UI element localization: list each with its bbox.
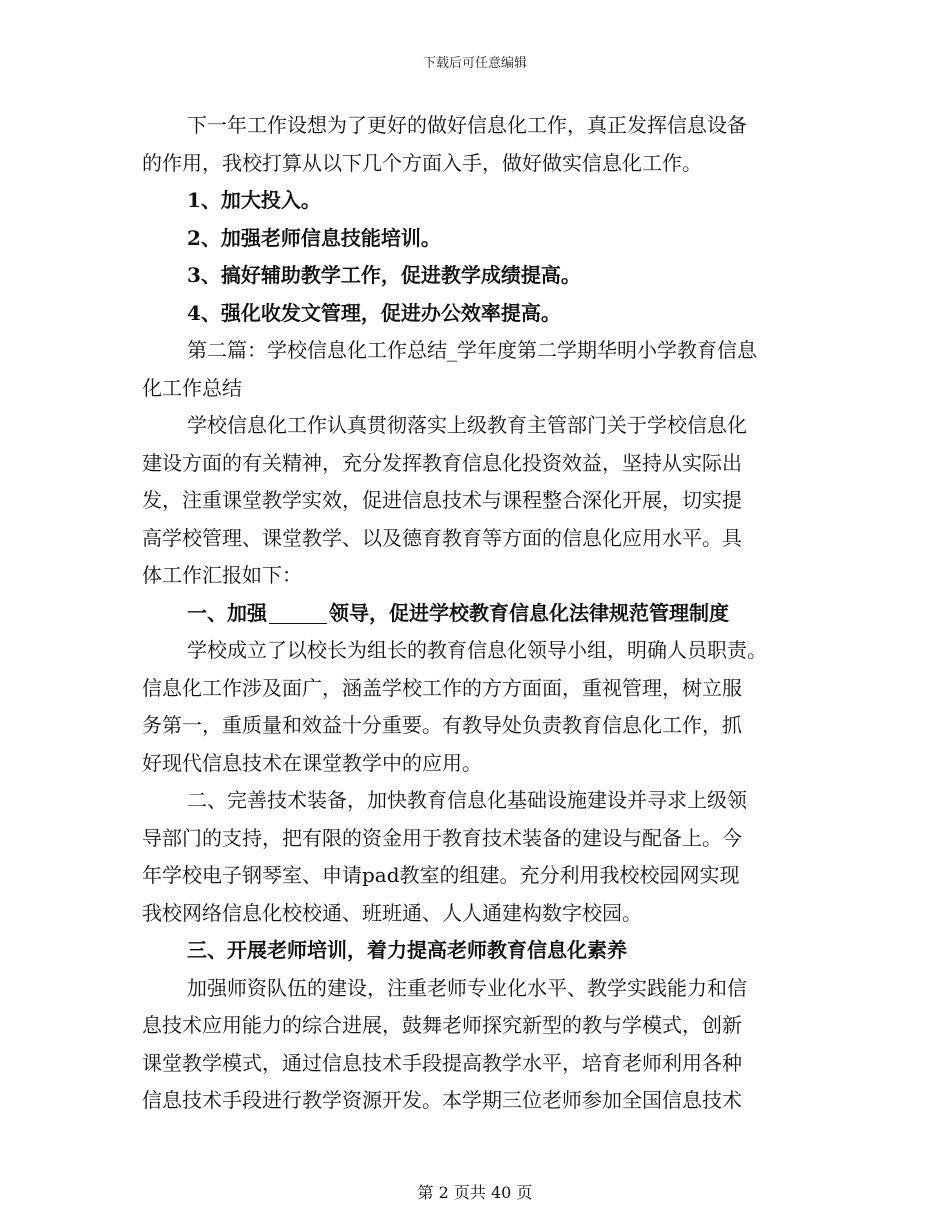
- blank-underline: [269, 603, 327, 624]
- text-line: 的作用，我校打算从以下几个方面入手，做好做实信息化工作。: [142, 150, 702, 175]
- text-line: 好现代信息技术在课堂教学中的应用。: [142, 750, 482, 775]
- heading-strengthen-leadership: [142, 595, 808, 633]
- text-line: 信息技术手段进行教学资源开发。本学期三位老师参加全国信息技术: [142, 1088, 742, 1112]
- text-line: 发，注重课堂教学实效，促进信息技术与课程整合深化开展，切实提: [142, 488, 742, 512]
- text-line: 息技术应用能力的综合进展，鼓舞老师探究新型的教与学模式，创新: [142, 1013, 742, 1037]
- heading-teacher-training: 三、开展老师培训，着力提高老师教育信息化素养: [187, 938, 627, 962]
- heading-text: 一、加强: [187, 600, 267, 625]
- page-number-footer: 第 2 页共 40 页: [417, 1183, 533, 1202]
- list-item: 4、强化收发文管理，促进办公效率提高。: [187, 300, 561, 325]
- text-line: 导部门的支持，把有限的资金用于教育技术装备的建设与配备上。今: [142, 825, 742, 850]
- text-line: 建设方面的有关精神，充分发挥教育信息化投资效益，坚持从实际出: [142, 450, 742, 475]
- list-item: 2、加强老师信息技能培训。: [187, 225, 441, 250]
- paragraph-technical-equipment: [142, 782, 808, 932]
- page-header-note: 下载后可任意编辑: [422, 56, 527, 71]
- text-line: 信息化工作涉及面广，涵盖学校工作的方方面面，重视管理，树立服: [142, 675, 742, 700]
- text-line: 学校信息化工作认真贯彻落实上级教育主管部门关于学校信息化: [187, 413, 747, 437]
- document-body: [142, 107, 808, 1120]
- text-line: 体工作汇报如下：: [142, 563, 302, 587]
- text-line: 学校成立了以校长为组长的教育信息化领导小组，明确人员职责。: [187, 638, 767, 662]
- text-line: 下一年工作设想为了更好的做好信息化工作，真正发挥信息设备: [187, 113, 747, 137]
- paragraph-intro: [142, 407, 808, 595]
- text-line: 我校网络信息化校校通、班班通、人人通建构数字校园。: [142, 900, 642, 925]
- paragraph-teacher-training: [142, 970, 808, 1120]
- paragraph-leadership-group: [142, 632, 808, 782]
- text-line: 务第一，重质量和效益十分重要。有教导处负责教育信息化工作，抓: [142, 713, 742, 737]
- section-title-part-two: [142, 332, 808, 407]
- list-item: 1、加大投入。: [187, 188, 321, 212]
- text-line: 第二篇：学校信息化工作总结_学年度第二学期华明小学教育信息: [187, 338, 757, 362]
- text-line: 年学校电子钢琴室、申请pad教室的组建。充分利用我校校园网实现: [142, 863, 740, 887]
- paragraph-next-year-plan: [142, 107, 808, 182]
- text-line: 化工作总结: [142, 375, 242, 400]
- text-line: 课堂教学模式，通过信息技术手段提高教学水平，培育老师利用各种: [142, 1050, 742, 1075]
- text-line: 加强师资队伍的建设，注重老师专业化水平、教学实践能力和信: [187, 975, 747, 1000]
- text-line: 二、完善技术装备，加快教育信息化基础设施建设并寻求上级领: [187, 788, 747, 812]
- heading-text: 领导，促进学校教育信息化法律规范管理制度: [329, 600, 729, 625]
- text-line: 高学校管理、课堂教学、以及德育教育等方面的信息化应用水平。具: [142, 525, 742, 550]
- list-item: 3、搞好辅助教学工作，促进教学成绩提高。: [187, 263, 581, 287]
